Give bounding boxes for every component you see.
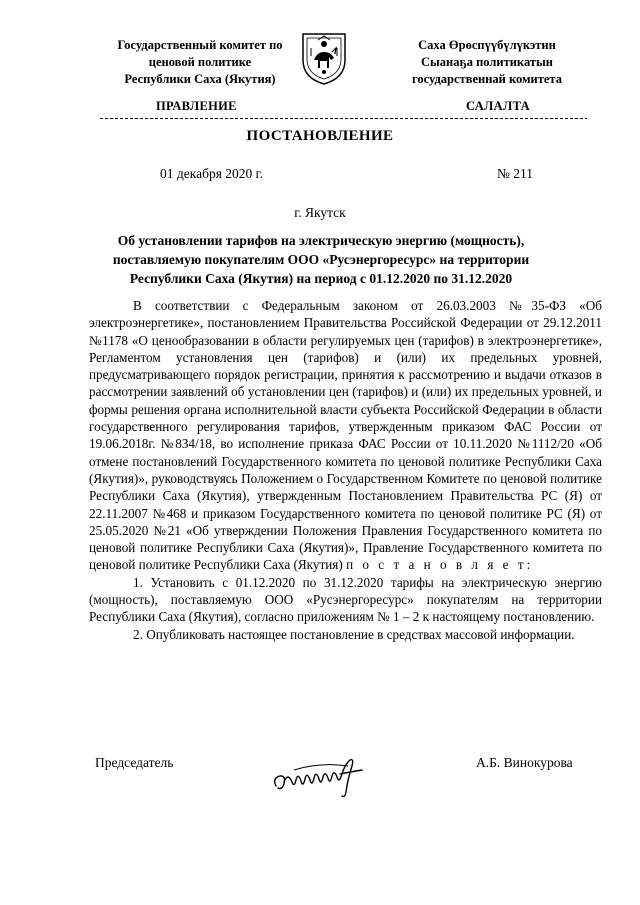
document-title bbox=[104, 231, 538, 288]
header-left-line: ценовой политике bbox=[148, 55, 252, 69]
preamble-paragraph bbox=[89, 297, 602, 574]
header-divider bbox=[100, 115, 587, 123]
title-line: Республики Саха (Якутия) на период с 01.12.2020 по 31.12.2020 bbox=[129, 271, 513, 286]
board-label-yakut: САЛАЛТА bbox=[466, 99, 530, 113]
decree-word: п о с т а н о в л я е т: bbox=[346, 557, 534, 573]
signatory-position: Председатель bbox=[95, 755, 174, 770]
document-type: ПОСТАНОВЛЕНИЕ bbox=[246, 128, 394, 144]
document-city: г. Якутск bbox=[294, 205, 346, 220]
header-right-line: государственнай комитета bbox=[412, 72, 562, 86]
document-number: № 211 bbox=[497, 166, 534, 181]
document-body bbox=[89, 297, 602, 643]
preamble-text: В соответствии с Федеральным законом от 26.03.2003 №35-ФЗ «Об электроэнергетике», постановлением Правительства Российской Федерации от 29.12.2011 №1178 «О ценообразовании в области регулируемых цен (тарифов) в электроэнергетике», Регламентом установления цен (тарифов) и (или) их предельных уровней, предусматривающего порядок регистрации, принятия к рассмотрению и выдачи отказов в рассмотрении заявлений об установлении цен (тарифов) и (или) их предельных уровней, и формы решения органа исполнительной власти субъекта Российской Федерации в области государственного регулирования тарифов, утвержденным приказом ФАС России от 19.06.2018г. №834/18, во исполнение приказа ФАС России от 10.11.2020 №1112/20 «Об отмене постановлений Государственного комитета по ценовой политике Республики Саха (Якутия)», руководствуясь Положением о Государственном Комитете по ценовой политике Республики Саха (Якутия), утвержденным Постановлением Правительства РС (Я) от 22.11.2007 №468 и приказом Государственного комитета по ценовой политике РС (Я) от 25.05.2020 №21 «Об утверждении Положения Правления Государственного комитета по ценовой политике Республики Саха (Якутия)», Правление Государственного комитета по ценовой политике Республики Саха (Якутия) bbox=[89, 298, 602, 573]
resolution-item-2: 2. Опубликовать настоящее постановление в средствах массовой информации. bbox=[133, 626, 575, 642]
handwritten-signature-icon bbox=[270, 752, 380, 802]
board-label-russian: ПРАВЛЕНИЕ bbox=[156, 99, 237, 113]
header-left-block bbox=[85, 37, 315, 88]
document-date: 01 декабря 2020 г. bbox=[160, 166, 264, 181]
header-right-line: Саха Өрөспүүбүлүкэтин bbox=[418, 38, 556, 52]
header-right-block bbox=[372, 37, 602, 88]
header-right-line: Сыанаҕа политикатын bbox=[421, 55, 553, 69]
yakutia-coat-of-arms-icon bbox=[299, 30, 349, 86]
title-line: поставляемую покупателям ООО «Русэнергоресурс» на территории bbox=[112, 252, 530, 267]
signatory-name: А.Б. Винокурова bbox=[476, 755, 573, 770]
header-left-line: Республики Саха (Якутия) bbox=[124, 72, 276, 86]
title-line: Об установлении тарифов на электрическую энергию (мощность), bbox=[117, 233, 525, 248]
resolution-item-1: 1. Установить с 01.12.2020 по 31.12.2020 тарифы на электрическую энергию (мощность), поставляемую ООО «Русэнергоресурс» покупателям на территории Республики Саха (Якутия), согласно приложениям № 1 – 2 к настоящему постановлению. bbox=[89, 574, 602, 625]
header-left-line: Государственный комитет по bbox=[117, 38, 283, 52]
